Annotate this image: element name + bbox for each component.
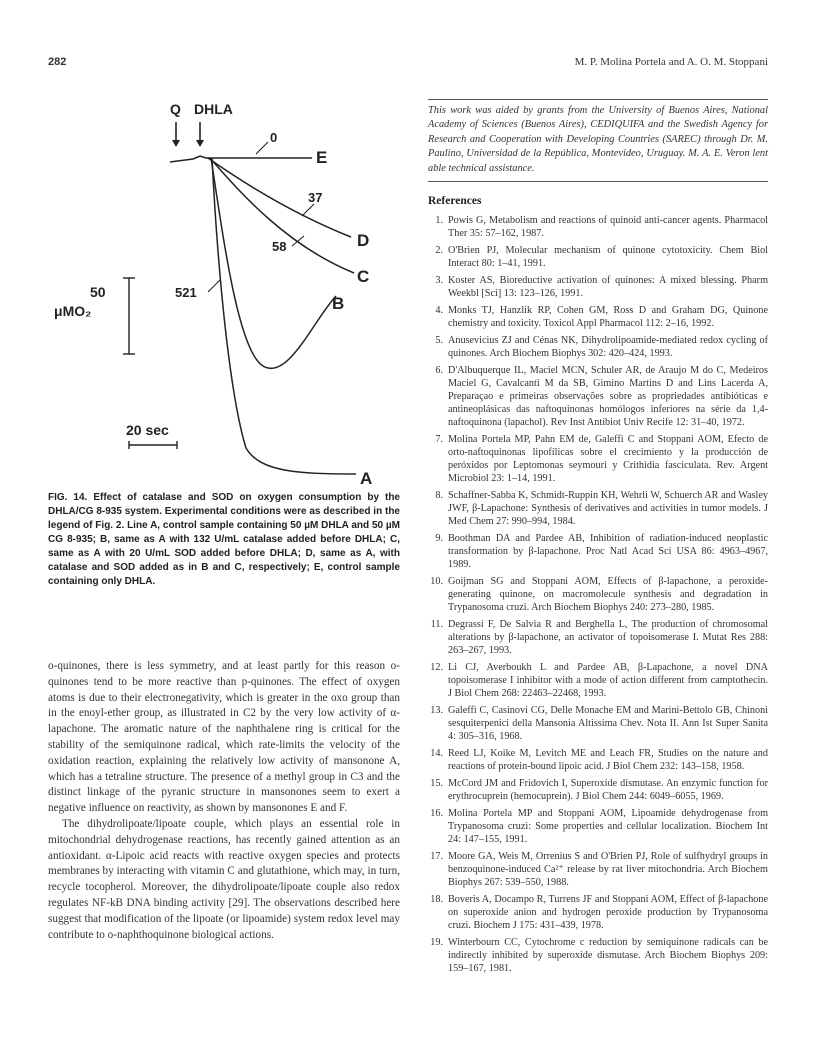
label-q: Q (170, 101, 181, 117)
label-c: C (357, 267, 370, 286)
reference-item: 12. Li CJ, Averboukh L and Pardee AB, β-Lapachone, a novel DNA topoisomerase I inhibitor with a mode of action different from camptothecin. J Biol Chem 268: 22463–22468, 1993. (430, 662, 768, 700)
label-b: B (332, 294, 345, 313)
trace-e (170, 156, 312, 162)
label-e: E (316, 148, 328, 167)
references-heading: References (428, 195, 482, 207)
figure-caption: FIG. 14. Effect of catalase and SOD on oxygen consumption by the DHLA/CG 8-935 system. Experimental conditions were as described in the legend of Fig. 2. Line A, control sample containing 50 µM DHLA and 50 µM CG 8-935; B, same as A with 132 U/mL catalase added before DHLA; C, same as A with 20 U/mL SOD added before DHLA; D, same as A, with catalase and SOD added as in B and C, respectively; E, control sample containing only DHLA. (48, 492, 400, 587)
time-scale-label: 20 sec (126, 422, 169, 438)
reference-item: 2. O'Brien PJ, Molecular mechanism of quinone cytotoxicity. Chem Biol Interact 80: 1–41, 1991. (435, 244, 768, 270)
reference-item: 11. Degrassi F, De Salvia R and Berghella L, The production of chromosomal alterations by β-lapachone, an activator of topoisomerase I. Mutat Res 288: 263–267, 1993. (430, 619, 768, 657)
label-0: 0 (270, 130, 278, 145)
oxygen-scale-value: 50 (90, 284, 106, 300)
reference-item: 13. Galeffi C, Casinovi CG, Delle Monache EM and Marini-Bettolo GB, Chinoni sesquiterpenici della Mansonia Altissima Chev. Nota II. Ann Ist Super Sanita 4: 305–316, 1968. (430, 705, 768, 743)
reference-list (428, 214, 768, 979)
reference-item: 14. Reed LJ, Koike M, Levitch ME and Leach FR, Studies on the nature and reactions of protein-bound lipoic acid. J Biol Chem 232: 143–158, 1958. (430, 748, 768, 773)
oxygen-consumption-traces (48, 96, 408, 491)
reference-item: 8. Schaffner-Sabba K, Schmidt-Ruppin KH, Wehrli W, Schuerch AR and Wasley JWF, β-Lapachone: Synthesis of derivatives and activities in tumor models. J Med Chem 27: 990–994, 1984. (435, 490, 768, 528)
label-d: D (357, 231, 370, 250)
reference-item: 7. Molina Portela MP, Pahn EM de, Galeffi C and Stoppani AOM, Efecto de orto-naftoquinonas lipofílicas sobre el crecimiento y la producción de peróxidos por Leptomonas seymouri y Crithidia fasciculata. Rev. Argent Microbiol 23: 1–14, 1991. (435, 434, 768, 485)
arrow-dhla-head (196, 140, 204, 147)
reference-item: 4. Monks TJ, Hanzlik RP, Cohen GM, Ross D and Graham DG, Quinone chemistry and toxicity. Toxicol Appl Pharmacol 112: 2–16, 1992. (435, 304, 768, 329)
running-header (48, 56, 768, 72)
reference-item: 15. McCord JM and Fridovich I, Superoxide dismutase. An enzymic function for erythrocuprein (hemocuprein). J Biol Chem 244: 6049–6055, 1969. (430, 778, 768, 803)
reference-item: 17. Moore GA, Weis M, Orrenius S and O'Brien PJ, Role of sulfhydryl groups in benzoquinone-induced Ca²⁺ release by rat liver mitochondria. Arch Biochem Biophys 267: 539–550, 1988. (430, 851, 768, 889)
reference-item: 1. Powis G, Metabolism and reactions of quinoid anti-cancer agents. Pharmacol Ther 35: 57–162, 1987. (435, 215, 768, 240)
leader-0 (256, 142, 268, 154)
body-text-left (48, 659, 400, 943)
reference-item: 19. Winterbourn CC, Cytochrome c reduction by semiquinone radicals can be indirectly inhibited by superoxide dismutase. Arch Biochem Biophys 209: 159–167, 1981. (430, 937, 768, 975)
leader-521 (208, 280, 220, 292)
body-paragraph-2: The dihydrolipoate/lipoate couple, which plays an essential role in mitochondrial dehydrogenase reactions, has recently gained attention as an antioxidant. α-Lipoic acid reacts with reactive oxygen species and protects membranes by interacting with vitamin C and glutathione, which may, in turn, recycle tocopherol. Moreover, the dihydrolipoate/lipoate couple also redox regulates NF-kB DNA binding activity [29]. The observations described here suggest that modification of the lipoate (or lipoamide) system redox level may contribute to o-naphthoquinone biological actions. (48, 817, 400, 941)
acknowledgement: This work was aided by grants from the University of Buenos Aires, National Academy of Sciences (Buenos Aires), CEDIQUIFA and the Swedish Agency for Research and Cooperation with Developing Countries (SAREC) through Dr. M. Paulino, Universidad de la República, Montevideo, Uruguay. M. A. E. Veron lent able technical assistance. (428, 99, 768, 182)
reference-item: 5. Anusevicius ZJ and Cénas NK, Dihydrolipoamide-mediated redox cycling of quinones. Arch Biochem Biophys 302: 420–424, 1993. (435, 334, 768, 359)
reference-item: 6. D'Albuquerque IL, Maciel MCN, Schuler AR, de Araujo M do C, Medeiros Maciel G, Cavalcanti M da SB, Gimino Martins D and Lins Lacerda A, Preparaçao e primeiras observações sobre as propriedades antibióticas e antineoplásicas das naftoquinonas homólogos inferiores na série da 1,4-naftoquinona (lapachol). Rev Inst Antibiot Univ Recife 12: 31–40, 1972. (435, 364, 768, 429)
reference-item: 18. Boveris A, Docampo R, Turrens JF and Stoppani AOM, Effect of β-lapachone on superoxide anion and hydrogen peroxide production by Trypanosoma cruzi. Biochem J 175: 431–439, 1978. (430, 894, 768, 932)
reference-item: 9. Boothman DA and Pardee AB, Inhibition of radiation-induced neoplastic transformation by β-lapachone. Proc Natl Acad Sci USA 86: 4963–4967, 1989. (435, 533, 768, 571)
oxygen-scale-unit: μMO₂ (54, 303, 92, 319)
label-dhla: DHLA (194, 101, 233, 117)
running-authors: M. P. Molina Portela and A. O. M. Stoppani (574, 56, 768, 68)
arrow-q-head (172, 140, 180, 147)
label-58: 58 (272, 239, 287, 254)
page-number: 282 (48, 56, 67, 68)
leader-37 (302, 204, 314, 216)
figure-14 (48, 96, 408, 491)
body-paragraph-1: o-quinones, there is less symmetry, and at least partly for this reason o-quinones tend to be more reactive than p-quinones. The effect of oxygen atoms is due to their electronegativity, which is greater in the oxo group than in the enoyl-ether group, as illustrated in C2 by the very low activity of α-lapachone. The aromatic nature of the naphthalene ring is critical for the stability of the semiquinone radical, which rate-limits the velocity of the oxidation reaction, explaining the relatively low activity of mansonone A, which has a tetraline structure. The presence of a methyl group in C3 and the distinct linkage of the pyranic structure in mansonones seem to exert a negative influence on reactivity, as shown by mansonones E and F. (48, 660, 400, 815)
reference-item: 10. Goijman SG and Stoppani AOM, Effects of β-lapachone, a peroxide-generating quinone, on macromolecule synthesis and degradation in Trypanosoma cruzi. Arch Biochem Biophys 240: 273–280, 1985. (430, 576, 768, 614)
trace-c (210, 158, 354, 273)
label-37: 37 (308, 190, 323, 205)
trace-d (208, 158, 351, 237)
label-521: 521 (175, 285, 197, 300)
label-a: A (360, 469, 373, 488)
reference-item: 16. Molina Portela MP and Stoppani AOM, Lipoamide dehydrogenase from Trypanosoma cruzi: Some properties and cellular localization. Biochem Int 24: 147–155, 1991. (430, 808, 768, 846)
reference-item: 3. Koster AS, Bioreductive activation of quinones: A mixed blessing. Pharm Weekbl [Sci] 13: 123–126, 1991. (435, 274, 768, 300)
